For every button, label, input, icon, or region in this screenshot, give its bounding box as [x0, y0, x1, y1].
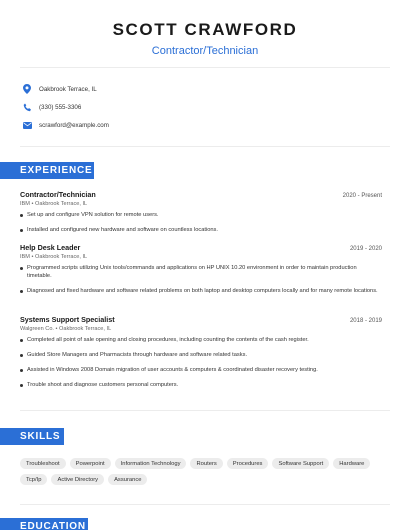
- skill-chip: Powerpoint: [70, 458, 111, 469]
- skill-chip: Hardware: [333, 458, 370, 469]
- contact-email: [22, 116, 109, 134]
- skill-chip: Active Directory: [51, 474, 104, 485]
- contact-phone: [22, 98, 109, 116]
- skill-chip: Troubleshoot: [20, 458, 66, 469]
- skill-chip: Information Technology: [115, 458, 187, 469]
- section-education-heading: EDUCATION: [0, 518, 88, 530]
- divider: [20, 146, 390, 147]
- job-company: Walgreen Co. • Oakbrook Terrace, IL: [20, 326, 112, 332]
- skill-chip: Tcp/Ip: [20, 474, 47, 485]
- contact-phone-text: (330) 555-3306: [39, 103, 82, 111]
- divider: [20, 504, 390, 505]
- section-experience-heading: EXPERIENCE: [0, 162, 94, 179]
- divider: [20, 67, 390, 68]
- job-bullets: [20, 336, 382, 389]
- job-bullet: Set up and configure VPN solution for remote users.: [20, 211, 382, 219]
- job-company: IBM • Oakbrook Terrace, IL: [20, 254, 88, 260]
- job-title: Systems Support Specialist: [20, 315, 115, 324]
- skills-list: [20, 458, 390, 485]
- candidate-title: Contractor/Technician: [151, 45, 259, 57]
- job-company: IBM • Oakbrook Terrace, IL: [20, 201, 88, 207]
- contact-info: [22, 80, 109, 134]
- job-bullet: Diagnosed and fixed hardware and software related problems on both laptop and desktop computers locally and for many remote locations.: [20, 287, 382, 295]
- candidate-name: SCOTT CRAWFORD: [112, 20, 298, 39]
- job-bullets: [20, 211, 382, 234]
- job-title: Help Desk Leader: [20, 243, 81, 252]
- job-bullet: Completed all point of sale opening and closing procedures, including counting the contents of the cash register.: [20, 336, 382, 344]
- experience-item: [20, 315, 382, 396]
- skill-chip: Assurance: [108, 474, 147, 485]
- contact-email-text: scrawford@example.com: [39, 121, 109, 129]
- skill-chip: Software Support: [272, 458, 329, 469]
- section-skills-heading: SKILLS: [0, 428, 64, 445]
- job-date: 2019 - 2020: [349, 246, 382, 252]
- job-bullet: Assisted in Windows 2008 Domain migration of user accounts & computers & coordinated disaster recovery testing.: [20, 366, 382, 374]
- experience-item: [20, 190, 382, 241]
- job-date: 2020 - Present: [342, 193, 382, 199]
- skill-chip: Routers: [190, 458, 222, 469]
- job-title: Contractor/Technician: [20, 190, 96, 199]
- contact-location: [22, 80, 109, 98]
- job-bullet: Installed and configured new hardware and software on countless locations.: [20, 226, 382, 234]
- experience-item: [20, 243, 382, 302]
- phone-icon: [22, 102, 32, 112]
- job-date: 2018 - 2019: [349, 318, 382, 324]
- email-icon: [22, 120, 32, 130]
- skill-chip: Procedures: [227, 458, 269, 469]
- resume-header: [0, 0, 410, 57]
- job-bullet: Guided Store Managers and Pharmacists through hardware and software related tasks.: [20, 351, 382, 359]
- contact-location-text: Oakbrook Terrace, IL: [39, 85, 97, 93]
- location-pin-icon: [22, 84, 32, 94]
- job-bullet: Programmed scripts utilizing Unix tools/commands and applications on HP UNIX 10.20 environment in order to maintain production timetable.: [20, 264, 382, 280]
- divider: [20, 410, 390, 411]
- job-bullets: [20, 264, 382, 295]
- job-bullet: Trouble shoot and diagnose customers personal computers.: [20, 381, 382, 389]
